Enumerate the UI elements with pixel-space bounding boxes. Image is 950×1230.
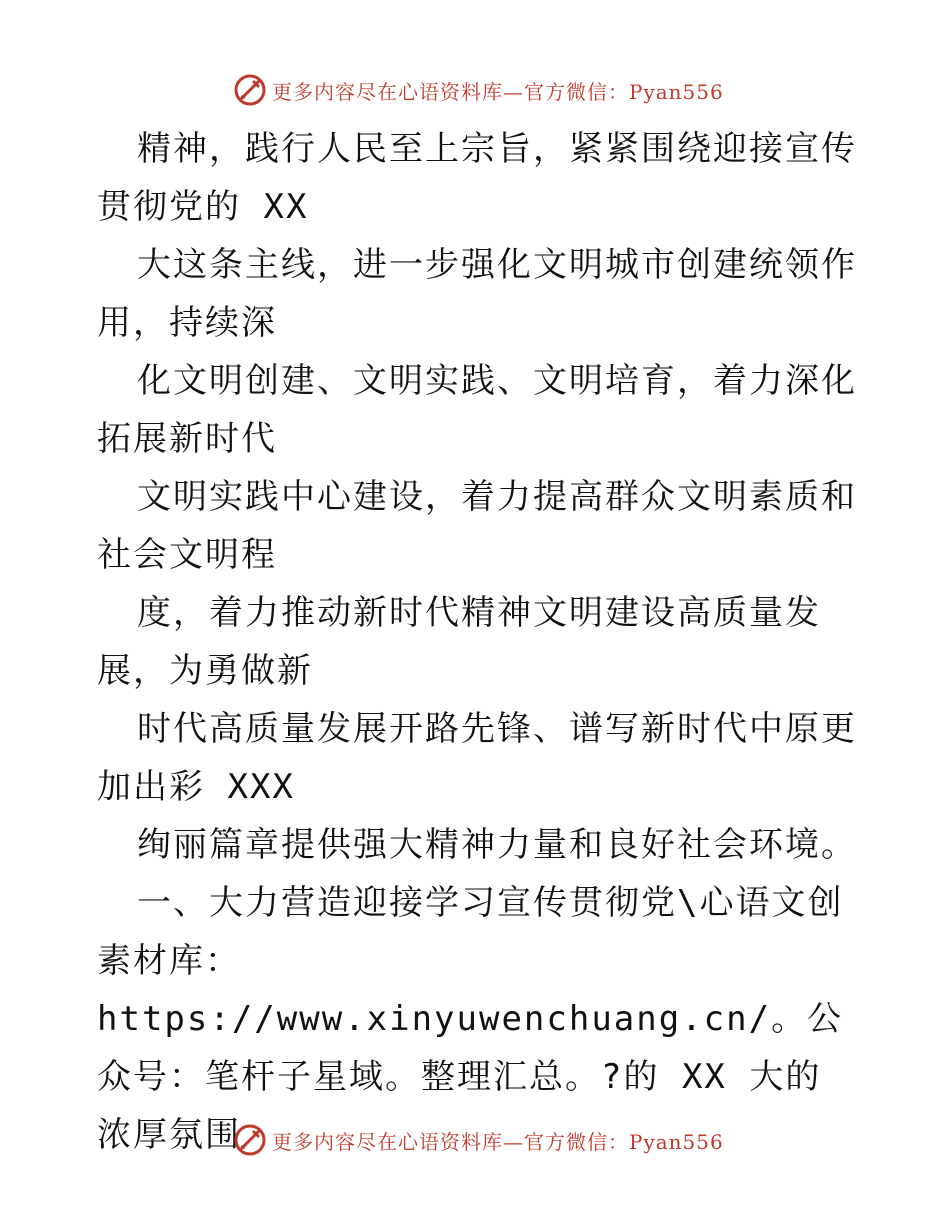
header-banner xyxy=(232,70,724,110)
paragraph: 度，着力推动新时代精神文明建设高质量发展，为勇做新 xyxy=(97,593,821,691)
footer-banner-text: 更多内容尽在心语资料库—官方微信：Pyan556 xyxy=(272,1129,724,1154)
paragraph: 绚丽篇章提供强大精神力量和良好社会环境。 xyxy=(137,825,857,865)
document-body xyxy=(97,120,857,1164)
footer-banner xyxy=(232,1120,724,1160)
pen-logo-icon xyxy=(232,72,268,108)
paragraph: 精神，践行人民至上宗旨，紧紧围绕迎接宣传贯彻党的 XX xyxy=(97,129,857,227)
paragraph: 一、大力营造迎接学习宣传贯彻党\心语文创素材库：https://www.xinyuwenchuang.cn/。公众号：笔杆子星域。整理汇总。?的 XX 大的浓厚氛围 xyxy=(97,883,844,1155)
paragraph: 化文明创建、文明实践、文明培育，着力深化拓展新时代 xyxy=(97,361,857,459)
paragraph: 大这条主线，进一步强化文明城市创建统领作用，持续深 xyxy=(97,245,857,343)
pen-logo-icon xyxy=(232,1122,268,1158)
paragraph: 文明实践中心建设，着力提高群众文明素质和社会文明程 xyxy=(97,477,857,575)
paragraph: 时代高质量发展开路先锋、谱写新时代中原更加出彩 XXX xyxy=(97,709,857,807)
header-banner-text: 更多内容尽在心语资料库—官方微信：Pyan556 xyxy=(272,79,724,104)
